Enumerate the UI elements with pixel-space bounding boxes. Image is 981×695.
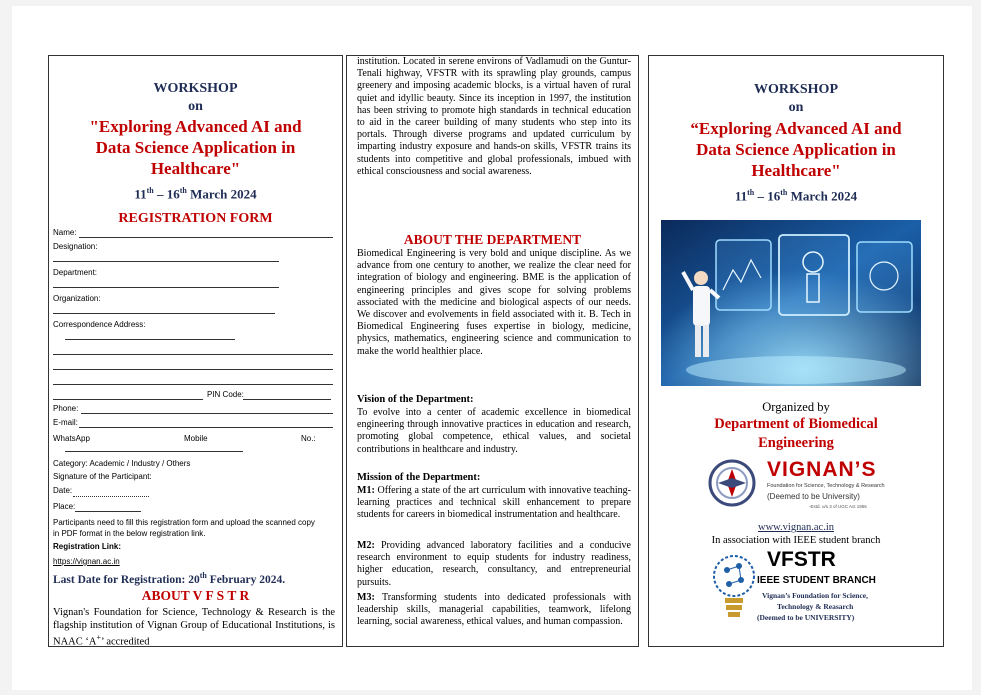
mission-m3 bbox=[357, 592, 631, 629]
department-field[interactable] bbox=[53, 287, 279, 288]
ieee-sub2: Technology & Reasarch bbox=[777, 602, 854, 611]
ieee-bulb-icon bbox=[709, 548, 759, 628]
date-sup: th bbox=[780, 188, 788, 197]
m2-label: M2: bbox=[357, 540, 375, 551]
about-vfstr-text bbox=[53, 607, 335, 647]
date-field[interactable] bbox=[73, 496, 149, 497]
vignan-logo-name: VIGNAN’S bbox=[767, 458, 877, 481]
date-start: 11 bbox=[734, 188, 748, 204]
naac-sup: + bbox=[96, 633, 101, 642]
ieee-sub1: Vignan’s Foundation for Science, bbox=[762, 591, 868, 600]
organized-by: Organized by bbox=[762, 400, 830, 414]
designation-label: Designation: bbox=[53, 242, 98, 251]
about-vfstr-heading: ABOUT V F S T R bbox=[141, 588, 250, 603]
workshop-title-line1: "Exploring Advanced AI and bbox=[89, 117, 302, 136]
association-text: In association with IEEE student branch bbox=[711, 535, 881, 546]
category-label: Category: Academic / Industry / Others bbox=[53, 459, 191, 468]
website-link[interactable]: www.vignan.ac.in bbox=[757, 522, 834, 533]
last-date-sup: th bbox=[199, 571, 207, 580]
workshop-title-line2: Data Science Application in bbox=[95, 138, 296, 157]
whatsapp-field[interactable] bbox=[65, 451, 243, 452]
last-date-text: Last Date for Registration: 20 bbox=[53, 573, 200, 586]
document-page bbox=[12, 6, 972, 690]
registration-link[interactable]: https://vignan.ac.in bbox=[53, 557, 120, 566]
date-sup: th bbox=[146, 186, 154, 195]
signature-label: Signature of the Participant: bbox=[53, 472, 152, 481]
m1-text: Offering a state of the art curriculum with innovative teaching-learning practices and technical skill enhancement to prepare students for careers in biomedical instrumentation and healthcare. bbox=[357, 485, 631, 521]
vfstr-logo-text: VFSTR bbox=[767, 548, 836, 571]
date-start: 11 bbox=[134, 186, 147, 202]
date-sup: th bbox=[179, 186, 187, 195]
workshop-dates bbox=[49, 186, 342, 202]
department-label: Department: bbox=[53, 268, 98, 277]
ieee-sub3: (Deemed to be UNIVERSITY) bbox=[757, 613, 855, 622]
mission-m1 bbox=[357, 485, 631, 522]
workshop-title-line3: Healthcare" bbox=[751, 161, 841, 180]
registration-panel bbox=[48, 55, 343, 647]
m3-label: M3: bbox=[357, 592, 375, 603]
workshop-title-line3: Healthcare" bbox=[150, 159, 241, 178]
date-mid: – 16 bbox=[754, 188, 781, 204]
about-vfstr-start: Vignan's Foundation for Science, Technology & Research is the flagship institution of Vignan Group of Educational Institutions, is NAAC ‘A bbox=[53, 607, 335, 647]
phone-label: Phone: bbox=[53, 404, 79, 413]
m3-text: Transforming students into dedicated professionals with leadership skills, managerial capabilities, teamwork, lifelong learning, social awareness, ethical values, and human compassion. bbox=[357, 592, 631, 628]
registration-link-label: Registration Link: bbox=[53, 542, 122, 551]
place-field[interactable] bbox=[75, 511, 141, 512]
correspondence-label: Correspondence Address: bbox=[53, 320, 146, 329]
address-line[interactable] bbox=[65, 339, 235, 340]
department-name-line1: Department of Biomedical bbox=[714, 416, 878, 432]
date-end: March 2024 bbox=[186, 186, 257, 202]
email-label: E-mail: bbox=[53, 418, 78, 427]
place-label: Place: bbox=[53, 502, 76, 511]
address-line[interactable] bbox=[53, 399, 203, 400]
date-sup: th bbox=[747, 188, 755, 197]
ieee-student-branch: IEEE STUDENT BRANCH bbox=[757, 575, 876, 586]
registration-note: Participants need to fill this registration form and upload the scanned copy in PDF format in the below registration link. bbox=[53, 518, 315, 538]
vignan-logo-sub1: Foundation for Science, Technology & Research bbox=[767, 483, 885, 489]
workshop-title-line2: Data Science Application in bbox=[696, 140, 896, 159]
ai-healthcare-illustration bbox=[661, 220, 921, 386]
organization-label: Organization: bbox=[53, 294, 101, 303]
organization-field[interactable] bbox=[53, 313, 275, 314]
about-vfstr-end: ’ accredited bbox=[100, 636, 150, 647]
workshop-label: WORKSHOP bbox=[753, 82, 838, 97]
vision-text: To evolve into a center of academic excellence in biomedical engineering through innovative practices in education and research, promoting global competence, ethical values, and societal contributions in healthcare and industry. bbox=[357, 407, 631, 455]
address-line[interactable] bbox=[53, 369, 333, 370]
last-date-end: February 2024. bbox=[206, 573, 286, 586]
about-vfstr-continued: institution. Located in serene environs of Vadlamudi on the Guntur-Tenali highway, VFSTR with its sprawling play grounds, campus greenery and imposing academic blocks, is a virtual haven of rural quiet and idyllic beauty. Since its inception in 1997, the institution has been striving to promote high standards in technical education to aid in the career building of many students who step into its portals. Through diverse programs and updated curriculum by imparting industry exposure and hands-on skills, VFSTR trains its students into competitive and global professionals, imbued with ethical consciousness and social awareness. bbox=[357, 56, 631, 177]
cover-panel bbox=[648, 55, 944, 647]
last-date bbox=[53, 571, 285, 586]
department-name-line2: Engineering bbox=[758, 435, 834, 451]
m2-text: Providing advanced laboratory facilities and a conducive research environment to equip students for industry readiness, higher education, research, consultancy, and entrepreneurial pursuits. bbox=[357, 540, 631, 588]
mission-m2 bbox=[357, 540, 631, 589]
about-panel bbox=[346, 55, 639, 647]
pin-label: PIN Code: bbox=[207, 390, 244, 399]
date-label: Date: bbox=[53, 486, 73, 495]
name-field[interactable] bbox=[79, 237, 333, 238]
date-end: March 2024 bbox=[787, 188, 858, 204]
address-line[interactable] bbox=[53, 384, 333, 385]
phone-field[interactable] bbox=[81, 413, 333, 414]
m1-label: M1: bbox=[357, 485, 375, 496]
no-label: No.: bbox=[301, 434, 316, 443]
vignan-logo-icon bbox=[707, 458, 757, 508]
about-department-text: Biomedical Engineering is very bold and unique discipline. As we advance from one century to another, we realize the clear need for integration of biology and engineering. BME is the application of engineering principles and gives scope for solving problems associated with the medicine and biological aspects of our needs. We discover and evolvements in field associated with it. B. Tech in Biomedical Engineering fuses expertise in biology, medicine, physics, mathematics, engineering science and communication to make the world healthier place. bbox=[357, 248, 631, 357]
workshop-title-line1: “Exploring Advanced AI and bbox=[690, 119, 902, 138]
designation-field[interactable] bbox=[53, 261, 279, 262]
on-label: on bbox=[188, 99, 203, 114]
email-field[interactable] bbox=[79, 427, 333, 428]
address-line[interactable] bbox=[53, 354, 333, 355]
vignan-logo-sub2: (Deemed to be University) bbox=[767, 492, 860, 501]
mobile-label: Mobile bbox=[184, 434, 208, 443]
workshop-label: WORKSHOP bbox=[153, 81, 238, 96]
whatsapp-label: WhatsApp bbox=[53, 434, 90, 443]
date-mid: – 16 bbox=[153, 186, 180, 202]
workshop-dates bbox=[649, 188, 943, 204]
about-department-heading: ABOUT THE DEPARTMENT bbox=[403, 232, 582, 247]
vignan-logo-sub3: -Estd. u/s 3 of UGC Act 1956 bbox=[809, 504, 867, 509]
on-label: on bbox=[788, 100, 804, 115]
name-label: Name: bbox=[53, 228, 77, 237]
vision-heading: Vision of the Department: bbox=[357, 394, 474, 405]
pin-field[interactable] bbox=[243, 399, 331, 400]
registration-form-heading: REGISTRATION FORM bbox=[118, 211, 273, 226]
mission-heading: Mission of the Department: bbox=[357, 472, 481, 483]
